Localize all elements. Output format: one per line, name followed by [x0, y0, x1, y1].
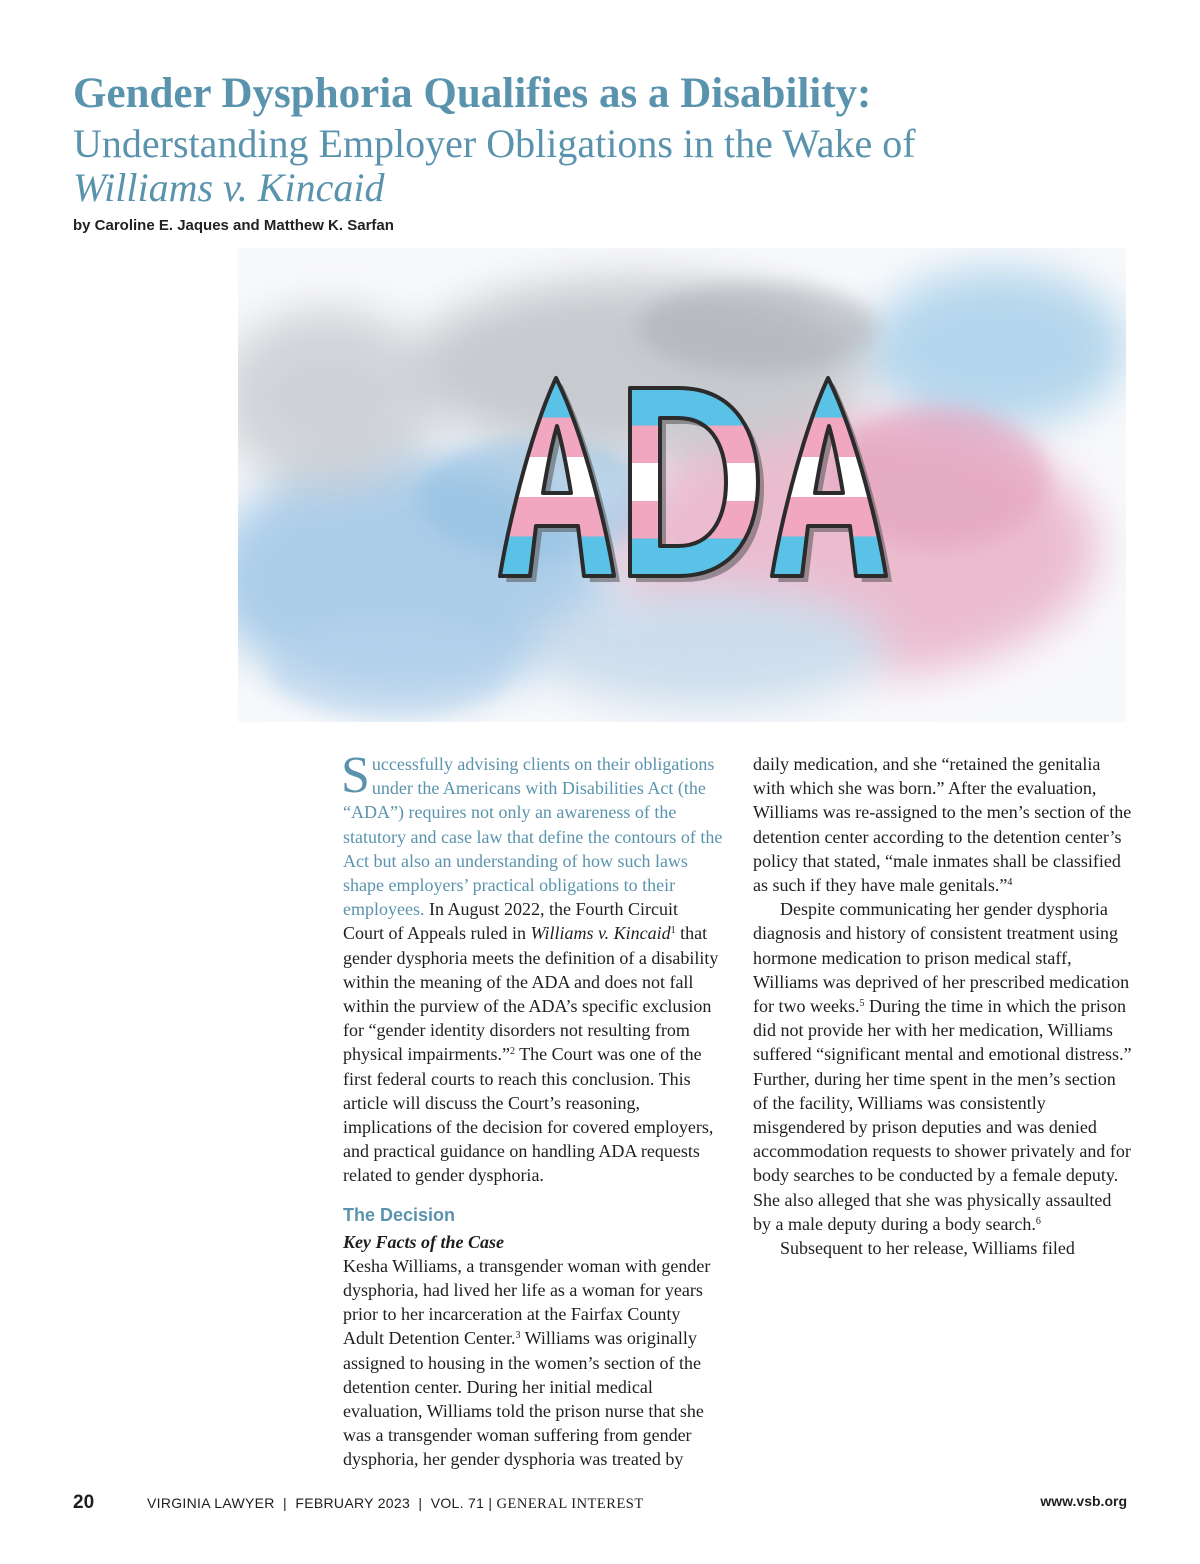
column-right	[753, 752, 1133, 1260]
case-name: Williams v. Kincaid	[530, 923, 671, 944]
footer-section: GENERAL INTEREST	[496, 1496, 644, 1512]
footer-url: www.vsb.org	[1040, 1493, 1127, 1509]
facts-text-2: Williams was originally assigned to housing in the women’s section of the detention center. During her initial medical evaluation, Williams told the prison nurse that she was a transgender woman suffering from gender dysphoria, her gender dysphoria was treated by	[343, 1328, 704, 1470]
footnote-ref: 1	[670, 925, 676, 937]
intro-text-1: In August 2022, the Fourth Circuit Court of Appeals ruled in	[343, 899, 678, 944]
hero-image	[238, 248, 1126, 722]
medication-text-1: Despite communicating her gender dysphoria diagnosis and history of consistent treatment using hormone medication to prison medical staff, Williams was deprived of her prescribed medication for two weeks.	[753, 899, 1130, 1017]
footnote-ref: 6	[1035, 1215, 1041, 1227]
footnote-ref: 4	[1007, 877, 1013, 889]
intro-paragraph	[341, 747, 723, 1188]
intro-text-2: that gender dysphoria meets the definition of a disability within the meaning of the ADA and does not fall within the purview of the ADA’s specific exclusion for “gender identity disorders not resulting from physical impairments.”	[343, 923, 719, 1065]
facts-paragraph-continued	[753, 752, 1133, 897]
ada-illustration	[238, 248, 1126, 722]
facts-paragraph	[343, 1254, 723, 1472]
article-subtitle	[73, 122, 1153, 210]
footer-publication	[147, 1495, 644, 1513]
subtitle-text: Understanding Employer Obligations in the Wake of	[73, 121, 916, 166]
medication-text-2: During the time in which the prison did not provide her with her medication, Williams suffered “significant mental and emotional distress.” Further, during her time spent in the men’s section of the facility, Williams was consistently misgendered by prison deputies and was denied accommodation requests to shower privately and for body searches to be conducted by a female deputy. She also alleged that she was physically assaulted by a male deputy during a body search.	[753, 996, 1132, 1234]
subtitle-case-name: Williams v. Kincaid	[73, 165, 385, 210]
page-footer	[73, 1492, 1127, 1522]
intro-text-3: The Court was one of the first federal courts to reach this conclusion. This article will discuss the Court’s reasoning, implications of the decision for covered employers, and practical guidance on handling ADA requests related to gender dysphoria.	[343, 1044, 714, 1186]
footnote-ref: 5	[859, 998, 865, 1010]
column-left	[341, 747, 723, 1472]
paragraph-medication	[753, 897, 1133, 1236]
footnote-ref: 3	[515, 1330, 521, 1342]
facts-text-1: Kesha Williams, a transgender woman with gender dysphoria, had lived her life as a woman for years prior to her incarceration at the Fairfax County Adult Detention Center.	[343, 1255, 711, 1349]
footnote-ref: 2	[509, 1046, 515, 1058]
publication-info: VIRGINIA LAWYER | FEBRUARY 2023 | VOL. 71 |	[147, 1495, 497, 1511]
article-title: Gender Dysphoria Qualifies as a Disability:	[73, 70, 872, 117]
byline: by Caroline E. Jaques and Matthew K. Sarfan	[73, 217, 394, 234]
section-heading: The Decision	[343, 1204, 456, 1225]
paragraph-release: Subsequent to her release, Williams filed	[780, 1238, 1075, 1259]
subsection-heading: Key Facts of the Case	[343, 1231, 504, 1252]
page-number: 20	[73, 1492, 95, 1513]
intro-lead: uccessfully advising clients on their obligations under the Americans with Disabilities Act (the “ADA”) requires not only an awareness of the statutory and case law that define the contours of the Act but also an understanding of how such laws shape employers’ practical obligations to their employees.	[343, 754, 723, 920]
facts-text-continued: daily medication, and she “retained the genitalia with which she was born.” After the evaluation, Williams was re-assigned to the men’s section of the detention center according to the detention center’s policy that stated, “male inmates shall be classified as such if they have male genitals.”	[753, 754, 1132, 896]
drop-cap: S	[341, 747, 370, 804]
